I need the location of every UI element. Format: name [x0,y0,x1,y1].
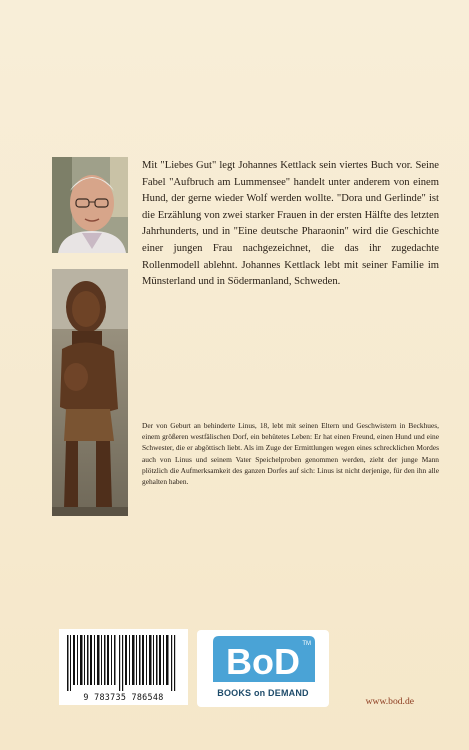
bod-logo-text: BoD [226,641,300,682]
publisher-url[interactable]: www.bod.de [365,696,414,707]
publisher-tagline: BOOKS on DEMAND [217,688,309,698]
author-photo [52,157,128,253]
barcode-bars [59,629,188,693]
bod-logo-mark [211,634,315,684]
trademark-mark: TM [302,641,311,647]
barcode [59,629,188,705]
synopsis-text: Der von Geburt an behinderte Linus, 18, lebt mit seinen Eltern und Geschwistern in Beckhues, einem größeren westfälischen Dorf, ein behütetes Leben: Er hat einen Freund, einen Hund und eine Schwester, die er abgöttisch liebt. Als im Zuge der Ermittlungen wegen eines schrecklichen Mordes auch von Linus und seinem Vater Speichelproben genommen werden, zieht der junge Mann plötzlich die Aufmerksamkeit des ganzen Dorfes auf sich: Linus ist nicht derjenige, für den ihn alle gehalten haben. [142,421,439,487]
statue-photo [52,269,128,516]
barcode-digits: 9 783735 786548 [83,692,164,702]
author-bio: Mit "Liebes Gut" legt Johannes Kettlack sein viertes Buch vor. Seine Fabel "Aufbruch am Lummensee" handelt unter anderem von einem Hund, der gerne wieder Wolf werden wollte. "Dora und Gerlinde" ist die Erzählung von zwei starker Frauen in der ersten Hälfte des letzten Jahrhunderts, und in "Eine deutsche Pharaonin" wird die Geschichte einer jungen Frau nachgezeichnet, die das ihr zugedachte Rollenmodell ablehnt. Johannes Kettlack lebt mit seiner Familie im Münsterland und in Södermanland, Schweden. [142,160,439,288]
publisher-logo [197,630,329,707]
